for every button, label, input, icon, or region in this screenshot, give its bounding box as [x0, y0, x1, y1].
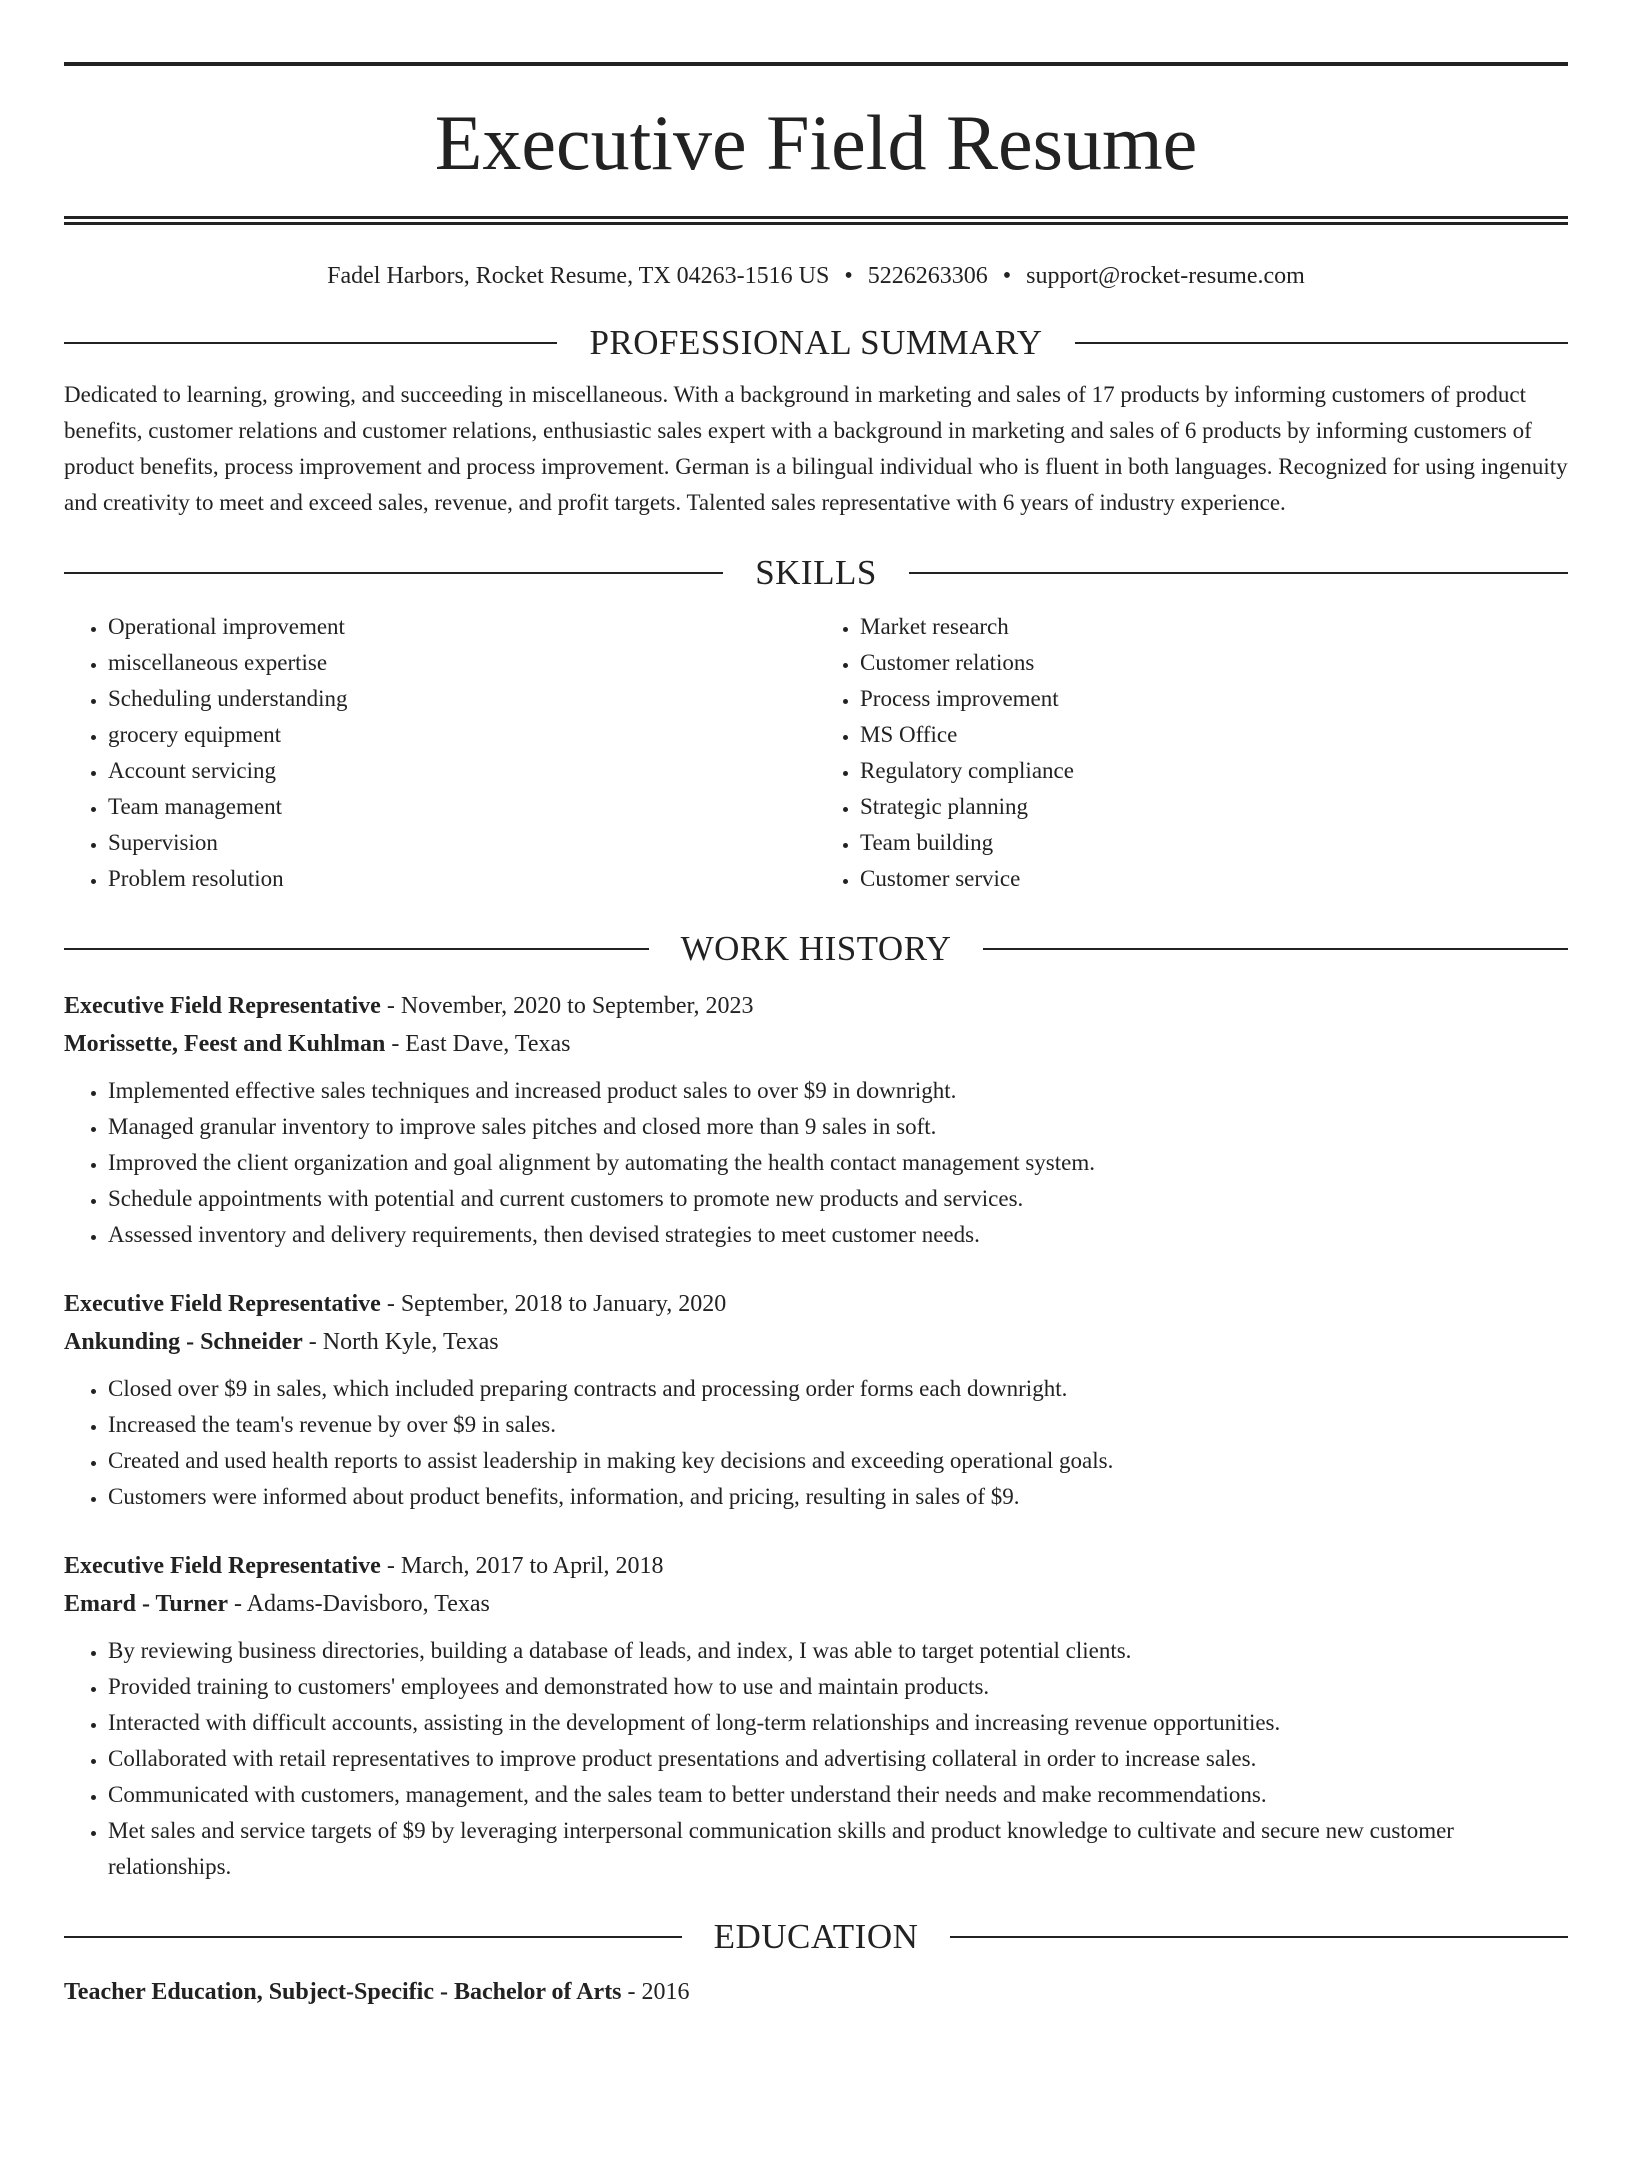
section-heading-skills	[64, 551, 1568, 595]
skill-item: • Regulatory compliance	[860, 753, 1568, 789]
heading-rule	[1075, 342, 1568, 344]
contact-separator: •	[1002, 263, 1012, 289]
job-bullet: • Managed granular inventory to improve sales pitches and closed more than 9 sales in soft.	[108, 1109, 1568, 1145]
skill-item: • Strategic planning	[860, 789, 1568, 825]
heading-rule	[64, 572, 723, 574]
heading-rule	[950, 1936, 1568, 1938]
job-title: Executive Field Representative	[64, 993, 381, 1019]
heading-rule	[909, 572, 1568, 574]
job-bullets	[64, 1073, 1568, 1253]
summary-text: Dedicated to learning, growing, and succeeding in miscellaneous. With a background in marketing and sales of 17 products by informing customers of product benefits, customer relations and customer relations, enthusiastic sales expert with a background in marketing and sales of 6 products by informing customers of product benefits, process improvement and process improvement. German is a bilingual individual who is fluent in both languages. Recognized for using ingenuity and creativity to meet and exceed sales, revenue, and profit targets. Talented sales representative with 6 years of industry experience.	[64, 382, 1568, 515]
contact-line	[64, 261, 1568, 291]
job-title: Executive Field Representative	[64, 1291, 381, 1317]
job-dates: - September, 2018 to January, 2020	[380, 1291, 727, 1317]
education-entry	[64, 1973, 1568, 2011]
contact-phone: 5226263306	[867, 263, 988, 289]
job-bullet: • Met sales and service targets of $9 by leveraging interpersonal communication skills and product knowledge to cultivate and secure new customer relationships.	[108, 1813, 1568, 1885]
resume-title: Executive Field Resume	[434, 99, 1198, 186]
section-heading-label: EDUCATION	[713, 1917, 919, 1956]
heading-rule	[64, 948, 649, 950]
job-bullet: • Assessed inventory and delivery requirements, then devised strategies to meet customer needs.	[108, 1217, 1568, 1253]
section-heading-label: SKILLS	[755, 553, 877, 592]
job-bullet: • Schedule appointments with potential and current customers to promote new products and services.	[108, 1181, 1568, 1217]
job-bullet: • Implemented effective sales techniques and increased product sales to over $9 in downright.	[108, 1073, 1568, 1109]
section-heading-education	[64, 1915, 1568, 1959]
skill-item: • Team management	[108, 789, 816, 825]
job-company: Morissette, Feest and Kuhlman	[64, 1031, 386, 1057]
section-heading-work-history	[64, 927, 1568, 971]
skill-item: • grocery equipment	[108, 717, 816, 753]
skill-item: • Scheduling understanding	[108, 681, 816, 717]
heading-rule	[64, 1936, 682, 1938]
job-entry	[64, 1285, 1568, 1515]
job-bullet: • Closed over $9 in sales, which included preparing contracts and processing order forms each downright.	[108, 1371, 1568, 1407]
heading-rule	[64, 342, 557, 344]
section-heading-label: WORK HISTORY	[680, 929, 952, 968]
section-heading-label: PROFESSIONAL SUMMARY	[589, 323, 1043, 362]
job-entry	[64, 987, 1568, 1253]
skill-item: • Account servicing	[108, 753, 816, 789]
job-bullet: • Increased the team's revenue by over $9 in sales.	[108, 1407, 1568, 1443]
job-bullet: • Interacted with difficult accounts, assisting in the development of long-term relationships and increasing revenue opportunities.	[108, 1705, 1568, 1741]
skill-item: • Customer relations	[860, 645, 1568, 681]
job-company: Ankunding - Schneider	[64, 1329, 303, 1355]
job-bullet: • Communicated with customers, management, and the sales team to better understand their needs and make recommendations.	[108, 1777, 1568, 1813]
skill-item: • Process improvement	[860, 681, 1568, 717]
contact-separator: •	[844, 263, 853, 289]
section-heading-summary	[64, 321, 1568, 365]
skill-item: • Supervision	[108, 825, 816, 861]
job-bullet: • Collaborated with retail representatives to improve product presentations and advertising collateral in order to increase sales.	[108, 1741, 1568, 1777]
job-bullet: • By reviewing business directories, building a database of leads, and index, I was able to target potential clients.	[108, 1633, 1568, 1669]
skill-item: • Customer service	[860, 861, 1568, 897]
job-location: - North Kyle, Texas	[302, 1329, 499, 1355]
skill-item: • Operational improvement	[108, 609, 816, 645]
resume-page	[0, 62, 1632, 2174]
education-degree: Teacher Education, Subject-Specific - Bachelor of Arts	[64, 1979, 622, 2005]
job-bullets	[64, 1371, 1568, 1515]
skills-column-left	[64, 609, 816, 897]
skill-item: • miscellaneous expertise	[108, 645, 816, 681]
top-rule	[64, 62, 1568, 66]
job-dates: - March, 2017 to April, 2018	[380, 1553, 664, 1579]
skill-item: • MS Office	[860, 717, 1568, 753]
skill-item: • Market research	[860, 609, 1568, 645]
contact-address: Fadel Harbors, Rocket Resume, TX 04263-1516 US	[327, 263, 830, 289]
skills-column-right	[816, 609, 1568, 897]
job-bullets	[64, 1633, 1568, 1885]
job-company: Emard - Turner	[64, 1591, 229, 1617]
contact-email: support@rocket-resume.com	[1026, 263, 1305, 289]
job-dates: - November, 2020 to September, 2023	[380, 993, 754, 1019]
heading-rule	[983, 948, 1568, 950]
job-title: Executive Field Representative	[64, 1553, 381, 1579]
skills-list	[64, 609, 1568, 897]
job-bullet: • Provided training to customers' employees and demonstrated how to use and maintain products.	[108, 1669, 1568, 1705]
job-location: - Adams-Davisboro, Texas	[228, 1591, 490, 1617]
skill-item: • Team building	[860, 825, 1568, 861]
job-bullet: • Customers were informed about product benefits, information, and pricing, resulting in sales of $9.	[108, 1479, 1568, 1515]
job-bullet: • Improved the client organization and goal alignment by automating the health contact management system.	[108, 1145, 1568, 1181]
education-year: - 2016	[621, 1979, 690, 2005]
job-bullet: • Created and used health reports to assist leadership in making key decisions and exceeding operational goals.	[108, 1443, 1568, 1479]
job-entry	[64, 1547, 1568, 1885]
title-double-rule	[64, 216, 1568, 225]
skill-item: • Problem resolution	[108, 861, 816, 897]
job-location: - East Dave, Texas	[385, 1031, 571, 1057]
